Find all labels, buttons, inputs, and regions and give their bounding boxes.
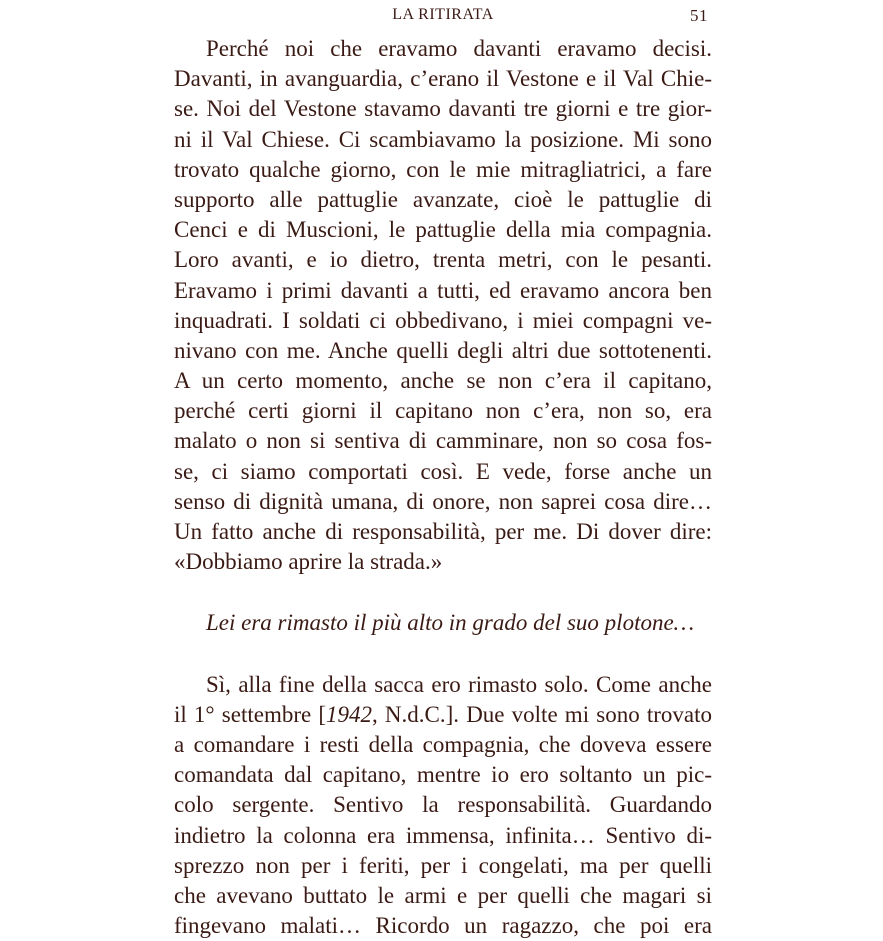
paragraph-1	[174, 34, 712, 577]
body-text	[174, 34, 712, 941]
text-line: se, ci siamo comportati così. E vede, forse anche un	[174, 458, 712, 484]
text-line: ni il Val Chiese. Ci scambiavamo la posizione. Mi sono	[174, 126, 712, 152]
text-line: A un certo momento, anche se non c’era il capitano,	[174, 368, 712, 394]
text-line: perché certi giorni il capitano non c’era, non so, era	[174, 398, 712, 424]
running-title: LA RITIRATA	[392, 6, 494, 23]
paragraph-gap	[174, 639, 712, 670]
text-line: Perché noi che eravamo davanti eravamo decisi.	[206, 36, 712, 61]
text-line: Un fatto anche di responsabilità, per me. Di dover dire:	[174, 519, 712, 544]
text-line: inquadrati. I soldati ci obbedivano, i miei compagni ve-	[174, 307, 712, 333]
paragraph-gap	[174, 577, 712, 608]
text-line: che avevano buttato le armi e per quelli che magari si	[174, 882, 712, 908]
text-line: Davanti, in avanguardia, c’erano il Vestone e il Val Chie-	[174, 66, 712, 92]
year-italic: 1942	[326, 701, 373, 727]
text-line: fingevano malati… Ricordo un ragazzo, che poi era	[174, 913, 712, 939]
text-line: se. Noi del Vestone stavamo davanti tre giorni e tre gior-	[174, 96, 712, 122]
text-line: malato o non si sentiva di camminare, non so cosa fos-	[174, 428, 712, 454]
text-line: sprezzo non per i feriti, per i congelati, ma per quelli	[174, 852, 712, 878]
text-fragment: , N.d.C.]. Due volte mi sono trovato	[372, 701, 712, 727]
page-number: 51	[690, 6, 708, 25]
text-line: indietro la colonna era immensa, infinita… Sentivo di-	[174, 822, 712, 848]
text-line	[174, 700, 712, 730]
text-line: colo sergente. Sentivo la responsabilità. Guardando	[174, 792, 712, 818]
text-line: supporto alle pattuglie avanzate, cioè le pattuglie di	[174, 186, 712, 212]
text-line: nivano con me. Anche quelli degli altri due sottotenenti.	[174, 337, 712, 363]
text-line: Eravamo i primi davanti a tutti, ed eravamo ancora ben	[174, 277, 712, 303]
text-line: trovato qualche giorno, con le mie mitragliatrici, a fare	[174, 156, 712, 182]
text-line: Loro avanti, e io dietro, trenta metri, con le pesanti.	[174, 247, 712, 273]
paragraph-2	[174, 670, 712, 941]
running-header	[174, 6, 712, 28]
text-line: comandata dal capitano, mentre io ero soltanto un pic-	[174, 762, 712, 788]
interviewer-question: Lei era rimasto il più alto in grado del suo plotone…	[206, 610, 695, 636]
text-line: Cenci e di Muscioni, le pattuglie della mia compagnia.	[174, 217, 712, 243]
text-line: senso di dignità umana, di onore, non saprei cosa dire…	[174, 488, 712, 514]
text-line: a comandare i resti della compagnia, che doveva essere	[174, 731, 712, 757]
text-line: Sì, alla fine della sacca ero rimasto solo. Come anche	[206, 671, 712, 697]
text-fragment: il 1° settembre [	[174, 701, 327, 727]
text-line: «Dobbiamo aprire la strada.»	[174, 549, 443, 575]
